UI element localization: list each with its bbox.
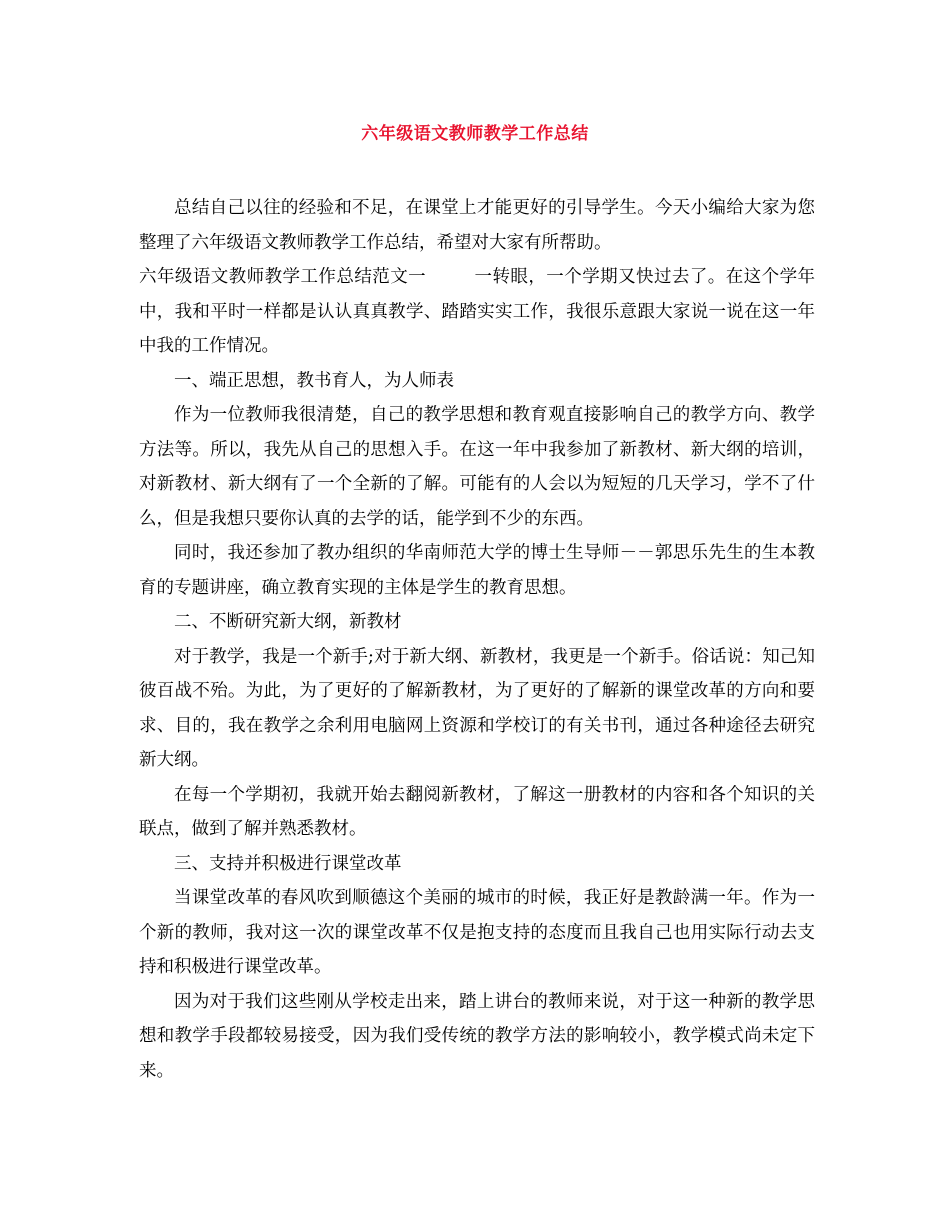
- body-paragraph: 对于教学，我是一个新手;对于新大纲、新教材，我更是一个新手。俗话说：知己知彼百战不殆。为此，为了更好的了解新教材，为了更好的了解新的课堂改革的方向和要求、目的，我在教学之余利用电脑网上资源和学校订的有关书刊，通过各种途径去研究新大纲。: [139, 646, 815, 770]
- body-paragraph: 因为对于我们这些刚从学校走出来，踏上讲台的教师来说，对于这一种新的教学思想和教学手段都较易接受，因为我们受传统的教学方法的影响较小，教学模式尚未定下来。: [139, 991, 815, 1081]
- body-paragraph: 同时，我还参加了教办组织的华南师范大学的博士生导师－－郭思乐先生的生本教育的专题讲座，确立教育实现的主体是学生的教育思想。: [139, 543, 815, 598]
- body-paragraph: 当课堂改革的春风吹到顺德这个美丽的城市的时候，我正好是教龄满一年。作为一个新的教师，我对这一次的课堂改革不仅是抱支持的态度而且我自己也用实际行动去支持和积极进行课堂改革。: [139, 888, 815, 977]
- sample-one-text: 一转眼，一个学期又快过去了。在这个学年中，我和平时一样都是认认真真教学、踏踏实实工作，我很乐意跟大家说一说在这一年中我的工作情况。: [139, 267, 816, 356]
- section-heading-2: 二、不断研究新大纲，新教材: [174, 612, 402, 632]
- sample-one-paragraph: [139, 260, 815, 364]
- body-paragraph: 在每一个学期初，我就开始去翻阅新教材，了解这一册教材的内容和各个知识的关联点，做到了解并熟悉教材。: [139, 784, 815, 839]
- sample-one-label: 六年级语文教师教学工作总结范文一: [139, 267, 427, 287]
- document-body: [139, 191, 815, 1088]
- document-title: 六年级语文教师教学工作总结: [361, 124, 589, 144]
- intro-paragraph: 总结自己以往的经验和不足，在课堂上才能更好的引导学生。今天小编给大家为您整理了六年级语文教师教学工作总结，希望对大家有所帮助。: [139, 198, 815, 253]
- section-heading-1: 一、端正思想，教书育人，为人师表: [174, 370, 454, 391]
- section-heading-3: 三、支持并积极进行课堂改革: [174, 853, 402, 874]
- body-paragraph: 作为一位教师我很清楚，自己的教学思想和教育观直接影响自己的教学方向、教学方法等。所以，我先从自己的思想入手。在这一年中我参加了新教材、新大纲的培训，对新教材、新大纲有了一个全新的了解。可能有的人会以为短短的几天学习，学不了什么，但是我想只要你认真的去学的话，能学到不少的东西。: [139, 405, 815, 529]
